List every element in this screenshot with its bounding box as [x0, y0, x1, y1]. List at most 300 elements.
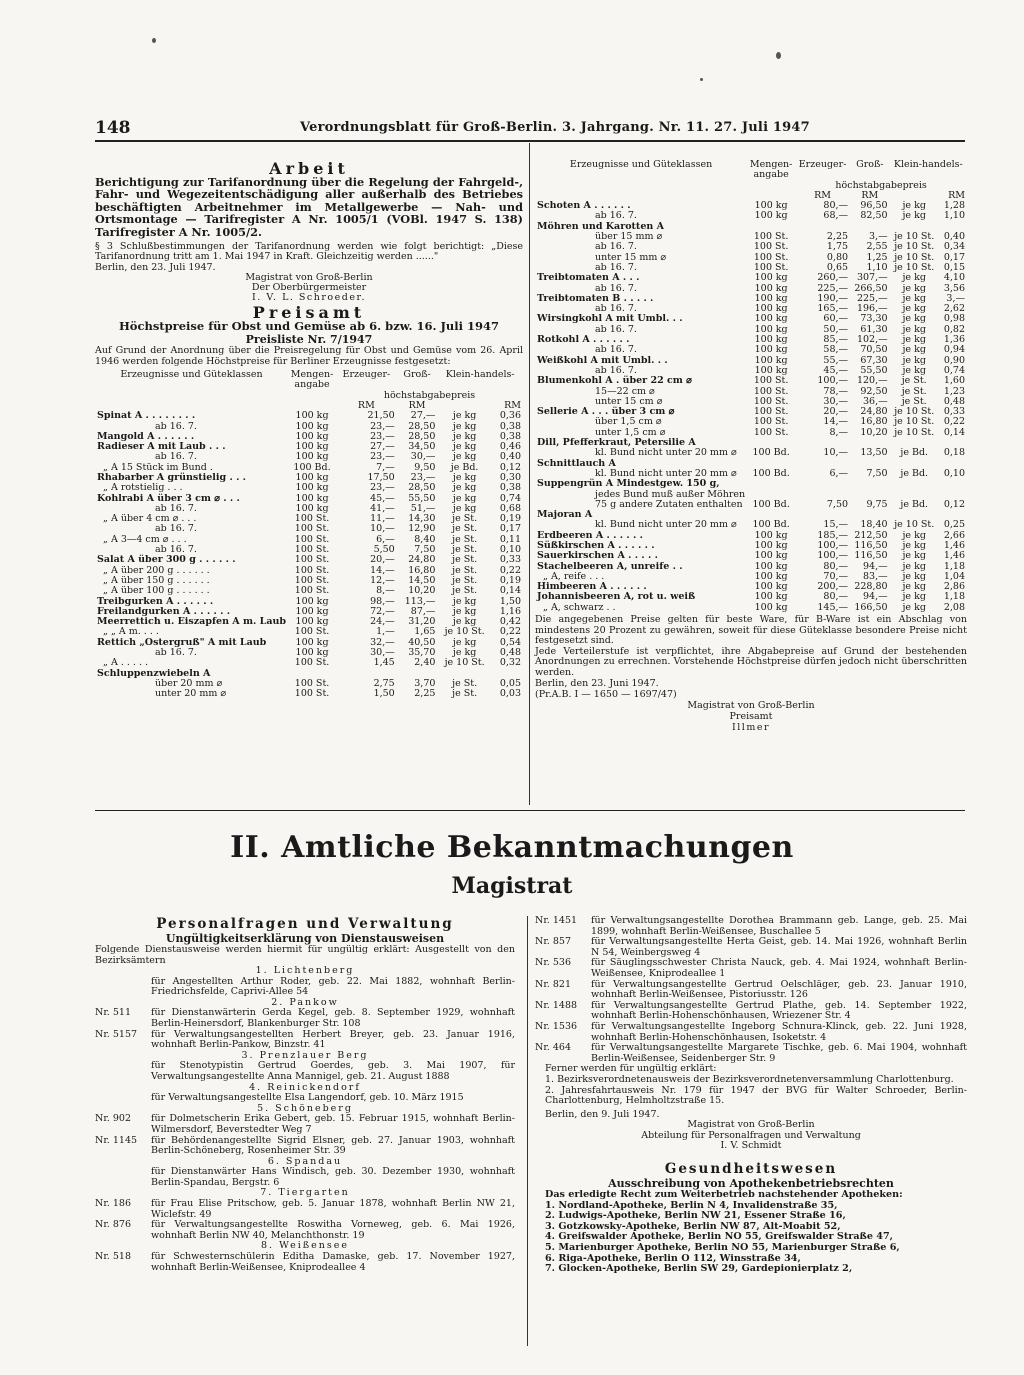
retail-unit-cell: je 10 St. [894, 416, 935, 428]
qty-cell: 100 St. [294, 564, 330, 576]
pharmacy-item: 6. Riga-Apotheke, Berlin O 112, Winsstraße 34, [545, 1252, 801, 1264]
retail-price-cell: 2,86 [943, 581, 965, 593]
wholesale-price-cell: 35,70 [408, 647, 436, 659]
wholesale-price-cell: 73,30 [860, 313, 888, 325]
product-cell: Freilandgurken A . . . . . . [97, 605, 231, 617]
wholesale-price-cell: 116,50 [854, 550, 888, 562]
product-cell: Salat A über 300 g . . . . . . [97, 554, 236, 566]
entry-number: Nr. 821 [535, 978, 571, 990]
list-item [535, 1022, 967, 1043]
district-label: 1. Lichtenberg [255, 965, 355, 976]
qty-cell: 100 kg [295, 472, 329, 483]
retail-price-cell: 0,38 [499, 420, 521, 432]
preisamt-sign-3: Illmer [731, 722, 770, 734]
entry-text: für Schwesternschülerin Editha Damaske, geb. 17. November 1927, wohnhaft Berlin-Weißensee, Kniprodeallee 4 [151, 1251, 515, 1273]
note-2: Jede Verteilerstufe ist verpflichtet, ihre Abgabepreise auf Grund der bestehenden Anordnungen zu errechnen. Vorstehende Höchstpreise dürfen jedoch nicht überschritten werden. [535, 645, 967, 678]
product-cell: unter 1,5 cm ⌀ [595, 426, 666, 438]
entry-number: Nr. 1145 [95, 1134, 138, 1146]
list-item [535, 937, 967, 958]
product-cell: „ A, reife . . . [543, 570, 605, 582]
product-cell: Sellerie A . . . über 3 cm ⌀ [537, 406, 675, 418]
qty-cell: 100 St. [753, 416, 789, 428]
retail-price-cell: 1,60 [943, 375, 965, 387]
retail-unit-cell: je St. [452, 688, 478, 700]
entry-text: für Dolmetscherin Erika Gebert, geb. 15. Februar 1915, wohnhaft Berlin-Wilmersdorf, Beverstedter Weg 7 [151, 1113, 515, 1135]
retail-price-cell: 0,38 [499, 482, 521, 494]
producer-price-cell: 2,25 [826, 231, 849, 243]
retail-unit-cell: je kg [902, 313, 926, 325]
entry-number: Nr. 1536 [535, 1020, 578, 1032]
retail-unit-cell: je kg [902, 529, 926, 541]
entry-text: für Dienstanwärterin Gerda Kegel, geb. 8. September 1929, wohnhaft Berlin-Heinersdorf, Blankenburger Str. 108 [151, 1007, 515, 1029]
wholesale-price-cell: 196,— [856, 303, 888, 315]
producer-price-cell: 5,50 [373, 544, 395, 556]
product-cell: über 20 mm ⌀ [155, 677, 223, 689]
producer-price-cell: 190,— [817, 292, 849, 304]
retail-unit-cell: je kg [902, 334, 926, 346]
retail-price-cell: 0,40 [943, 231, 965, 243]
entry-number: Nr. 464 [535, 1042, 571, 1054]
retail-unit-cell: je kg [452, 502, 477, 514]
qty-cell: 100 kg [754, 354, 788, 366]
product-cell: Erdbeeren A . . . . . . [537, 529, 643, 541]
qty-cell: 100 kg [754, 292, 788, 304]
retail-price-cell: 1,18 [943, 591, 965, 603]
entry-text: für Verwaltungsangestellte Gertrud Plathe, geb. 14. September 1922, wohnhaft Berlin-Hohenschönhausen, Wriezener Str. 4 [591, 999, 967, 1022]
product-cell: „ A rotstielig . . . [103, 482, 183, 494]
retail-unit-cell: je kg [902, 581, 926, 593]
list-item [535, 1001, 967, 1022]
producer-price-cell: 80,— [823, 591, 849, 603]
wholesale-price-cell: 307,— [856, 272, 888, 284]
wholesale-price-cell: 30,— [410, 451, 436, 463]
unit: RM [408, 399, 426, 411]
unit: RM [504, 399, 521, 411]
retail-unit-cell: je kg [902, 560, 926, 572]
entry-number [95, 1093, 151, 1104]
retail-unit-cell: je kg [452, 636, 477, 648]
preisamt-subheading: Höchstpreise für Obst und Gemüse ab 6. bzw. 16. Juli 1947 [118, 319, 500, 334]
qty-cell: 100 St. [753, 406, 789, 418]
qty-cell: 100 kg [295, 636, 329, 648]
wholesale-price-cell: 24,80 [408, 554, 436, 566]
qty-cell: 100 St. [753, 261, 789, 273]
qty-cell: 100 kg [754, 272, 788, 284]
product-cell: Treibtomaten B . . . . . [537, 292, 654, 304]
wholesale-price-cell: 1,10 [866, 261, 888, 273]
wholesale-price-cell: 28,50 [408, 482, 436, 494]
qty-cell: 100 St. [294, 554, 330, 566]
product-cell: Johannisbeeren A, rot u. weiß [537, 591, 696, 603]
retail-unit-cell: je St. [452, 513, 478, 525]
producer-price-cell: 23,— [370, 430, 395, 442]
entry-number: Nr. 876 [95, 1219, 131, 1231]
retail-price-cell: 0,38 [499, 430, 521, 442]
preisamt-date: Berlin, den 23. Juni 1947. [535, 678, 659, 690]
retail-unit-cell [890, 479, 939, 489]
qty-cell: 100 Bd. [752, 498, 790, 510]
retail-unit-cell: je 10 St. [444, 657, 485, 669]
qty-cell: 100 St. [294, 688, 330, 700]
entry-text: für Behördenangestellte Sigrid Elsner, geb. 27. Januar 1903, wohnhaft Berlin-Schöneberg, Rosenheimer Str. 39 [151, 1134, 515, 1157]
wholesale-price-cell: 7,50 [414, 544, 436, 556]
wholesale-price-cell: 1,65 [414, 626, 436, 638]
producer-price-cell: 145,— [817, 601, 849, 613]
product-cell: über 1,5 cm ⌀ [595, 416, 662, 428]
product-cell: kl. Bund nicht unter 20 mm ⌀ [595, 467, 737, 479]
retail-unit-cell: je kg [452, 441, 477, 453]
producer-price-cell: 58,— [823, 344, 849, 356]
qty-cell: 100 Bd. [293, 461, 331, 473]
product-cell: ab 16. 7. [155, 647, 197, 659]
arbeit-sign-1: Magistrat von Groß-Berlin [245, 272, 373, 284]
retail-price-cell [939, 479, 967, 489]
wholesale-price-cell: 36,— [862, 395, 888, 407]
qty-cell: 100 St. [294, 544, 330, 556]
wholesale-price-cell: 67,30 [860, 354, 888, 366]
qty-cell: 100 St. [294, 585, 330, 597]
retail-price-cell: 0,19 [499, 513, 521, 525]
retail-unit-cell: je kg [452, 492, 477, 504]
qty-cell: 100 kg [295, 647, 329, 659]
retail-price-cell: 3,56 [943, 282, 965, 294]
retail-price-cell: 0,32 [499, 657, 521, 669]
qty-cell: 100 kg [754, 210, 788, 222]
magistrat-heading: Magistrat [451, 873, 573, 899]
qty-cell: 100 St. [753, 426, 789, 438]
producer-price-cell: 45,— [370, 492, 395, 504]
wholesale-price-cell: 14,30 [408, 513, 436, 525]
retail-unit-cell: je kg [902, 323, 926, 335]
producer-price-cell: 8,— [376, 585, 395, 597]
retail-price-cell: 3,— [946, 292, 965, 304]
table-head [95, 370, 523, 391]
wholesale-price-cell: 94,— [862, 560, 888, 572]
producer-price-cell: 14,— [823, 416, 849, 428]
qty-cell: 100 kg [295, 451, 329, 463]
retail-unit-cell: je kg [902, 272, 926, 284]
product-cell: „ A, schwarz . . [543, 601, 616, 613]
product-cell: „ A . . . . . [103, 657, 148, 669]
retail-unit-cell: je kg [452, 410, 477, 422]
page-number: 148 [95, 118, 131, 138]
arbeit-text: § 3 Schlußbestimmungen der Tarifanordnung werden wie folgt berichtigt: „Diese Tarifanordnung tritt am 1. Mai 1947 in Kraft. Gleichzeitig werden ......" [95, 241, 523, 263]
retail-unit-cell: je kg [452, 647, 477, 659]
retail-price-cell: 0,33 [499, 554, 521, 566]
wholesale-price-cell: 113,— [404, 595, 436, 607]
personal-heading: Personalfragen und Verwaltung [156, 916, 454, 932]
retail-price-cell: 0,17 [943, 251, 965, 263]
wholesale-price-cell: 70,50 [860, 344, 888, 356]
wholesale-price-cell: 7,50 [866, 467, 888, 479]
producer-price-cell: 70,— [823, 570, 849, 582]
col-group: höchstabgabepreis [383, 389, 476, 401]
retail-price-cell: 0,12 [943, 498, 965, 510]
col-retail: Klein-handels- [445, 369, 515, 381]
wholesale-price-cell: 8,40 [414, 533, 436, 545]
producer-price-cell: 11,— [370, 513, 395, 525]
qty-cell: 100 St. [294, 574, 330, 586]
personal-sign-3: I. V. Schmidt [720, 1140, 782, 1152]
producer-price-cell: 50,— [823, 323, 849, 335]
producer-price-cell: 23,— [370, 420, 395, 432]
retail-unit-cell: je Bd. [450, 461, 479, 473]
entry-number: Nr. 1488 [535, 999, 578, 1011]
wholesale-price-cell: 16,80 [408, 564, 436, 576]
retail-price-cell: 0,19 [499, 574, 521, 586]
note-1: Die angegebenen Preise gelten für beste Ware, für B-Ware ist ein Abschlag von mindestens 20 Prozent zu gewähren, soweit für diese Güteklasse besondere Preise nicht festgesetzt sind. [535, 614, 967, 647]
qty-cell: 100 St. [294, 533, 330, 545]
producer-price-cell: 7,— [376, 461, 395, 473]
producer-price-cell: 41,— [370, 502, 395, 514]
product-cell: Majoran A [537, 509, 593, 521]
qty-cell: 100 kg [295, 502, 329, 514]
producer-price-cell [795, 479, 850, 489]
product-cell: ab 16. 7. [155, 544, 197, 556]
wholesale-price-cell: 2,40 [414, 657, 436, 669]
retail-price-cell: 0,68 [499, 502, 521, 514]
qty-cell: 100 kg [754, 200, 788, 212]
retail-unit-cell: je Bd. [900, 447, 929, 459]
column-divider [529, 143, 530, 805]
wholesale-price-cell: 166,50 [854, 601, 888, 613]
list-item [95, 1114, 515, 1135]
producer-price-cell: 0,65 [826, 261, 849, 273]
qty-cell: 100 St. [753, 231, 789, 243]
retail-price-cell: 1,50 [499, 595, 521, 607]
entry-number: Nr. 186 [95, 1198, 131, 1210]
pharmacy-item: 5. Marienburger Apotheke, Berlin NO 55, Marienburger Straße 6, [545, 1242, 900, 1254]
wholesale-price-cell: 27,— [410, 410, 436, 422]
table-row [535, 376, 967, 386]
product-cell: ab 16. 7. [595, 241, 637, 253]
producer-price-cell: 225,— [817, 282, 849, 294]
wholesale-price-cell: 28,50 [408, 430, 436, 442]
product-cell: Suppengrün A Mindestgew. 150 g, [537, 478, 720, 490]
wholesale-price-cell: 61,30 [860, 323, 888, 335]
retail-price-cell: 0,98 [943, 313, 965, 325]
price-table-left [95, 370, 523, 700]
retail-unit-cell: je kg [902, 344, 926, 356]
producer-price-cell: 24,— [370, 616, 395, 628]
entry-number: Nr. 518 [95, 1251, 131, 1263]
list-item [95, 1136, 515, 1157]
wholesale-price-cell: 14,50 [408, 574, 436, 586]
district-label: 6. Spandau [267, 1155, 343, 1167]
wholesale-price-cell: 55,50 [408, 492, 436, 504]
producer-price-cell: 7,50 [826, 498, 849, 510]
qty-cell: 100 kg [295, 605, 329, 617]
product-cell: Kohlrabi A über 3 cm ⌀ . . . [97, 492, 240, 504]
product-cell: Mangold A . . . . . . [97, 430, 195, 442]
table-row [535, 603, 967, 613]
retail-unit-cell: je 10 St. [894, 406, 935, 418]
retail-unit-cell: je kg [902, 210, 926, 222]
qty-cell: 100 kg [754, 303, 788, 315]
qty-cell: 100 kg [295, 410, 329, 422]
retail-unit-cell: je St. [452, 564, 478, 576]
section-rule [95, 810, 965, 811]
producer-price-cell: 2,75 [373, 677, 395, 689]
retail-unit-cell: je 10 St. [894, 241, 935, 253]
unit: RM [357, 399, 375, 411]
producer-price-cell: 55,— [823, 354, 849, 366]
district-label: 8. Weißensee [261, 1240, 349, 1252]
qty-cell: 100 Bd. [752, 447, 790, 459]
qty-cell: 100 kg [754, 560, 788, 572]
list-item [95, 1220, 515, 1241]
producer-price-cell: 10,— [370, 523, 395, 535]
entry-number: Nr. 511 [95, 1007, 131, 1019]
producer-price-cell: 0,80 [826, 251, 849, 263]
qty-cell: 100 St. [753, 385, 789, 397]
table-row [95, 411, 523, 421]
entry-text: für Verwaltungsangestellte Ingeborg Schnura-Klinck, geb. 22. Juni 1928, wohnhaft Berlin-Hohenschönhausen, Isoketstr. 4 [591, 1020, 967, 1043]
product-cell: unter 15 cm ⌀ [595, 395, 663, 407]
wholesale-price-cell: 9,50 [414, 461, 436, 473]
entry-text: für Frau Elise Pritschow, geb. 5. Januar 1878, wohnhaft Berlin NW 21, Wiclefstr. 49 [151, 1198, 515, 1220]
arbeit-sign-2: Der Oberbürgermeister [251, 282, 367, 294]
pharmacy-item: 7. Glocken-Apotheke, Berlin SW 29, Gardepionierplatz 2, [545, 1263, 853, 1275]
retail-unit-cell: je kg [452, 482, 477, 494]
retail-price-cell: 0,40 [499, 451, 521, 463]
retail-price-cell: 0,74 [943, 364, 965, 376]
product-cell: Schnittlauch A [537, 457, 616, 469]
entry-text: für Dienstanwärter Hans Windisch, geb. 30. Dezember 1930, wohnhaft Berlin-Spandau, Bergstr. 6 [151, 1166, 515, 1188]
wholesale-price-cell: 2,55 [866, 241, 888, 253]
retail-price-cell: 0,82 [943, 323, 965, 335]
entry-text: für Stenotypistin Gertrud Goerdes, geb. 3. Mai 1907, für Verwaltungsangestellte Anna Mannigel, geb. 21. August 1888 [151, 1060, 515, 1082]
qty-cell [747, 479, 795, 489]
retail-unit-cell: je kg [452, 420, 477, 432]
entry-number [95, 1061, 151, 1082]
qty-cell: 100 St. [294, 657, 330, 669]
wholesale-price-cell: 9,75 [866, 498, 888, 510]
qty-cell: 100 kg [295, 430, 329, 442]
qty-cell: 100 kg [295, 595, 329, 607]
list-item [95, 1030, 515, 1051]
entry-text: für Angestellten Arthur Roder, geb. 22. Mai 1882, wohnhaft Berlin-Friedrichsfelde, Caprivi-Allee 54 [151, 975, 515, 998]
producer-price-cell: 32,— [370, 636, 395, 648]
retail-unit-cell: je kg [452, 616, 477, 628]
retail-unit-cell: je kg [452, 472, 477, 483]
wholesale-price-cell: 23,— [410, 472, 436, 483]
entry-text: für Verwaltungsangestellte Herta Geist, geb. 14. Mai 1926, wohnhaft Berlin N 54, Weinbergsweg 4 [591, 936, 967, 958]
product-cell: Treibtomaten A . . . [537, 272, 640, 284]
wholesale-price-cell: 12,90 [408, 523, 436, 535]
producer-price-cell: 21,50 [367, 410, 395, 422]
arbeit-sign-3: I. V. L. Schroeder. [252, 292, 366, 304]
retail-unit-cell: je kg [902, 200, 926, 212]
personal-sign-1: Magistrat von Groß-Berlin [687, 1119, 815, 1131]
product-cell: Möhren und Karotten A [537, 220, 664, 232]
qty-cell: 100 St. [294, 677, 330, 689]
product-cell: unter 20 mm ⌀ [155, 688, 227, 700]
retail-price-cell: 0,33 [943, 406, 965, 418]
product-cell: ab 16. 7. [155, 502, 197, 514]
product-cell: Meerrettich u. Eiszapfen A m. Laub [97, 616, 287, 628]
retail-unit-cell: je St. [452, 574, 478, 586]
list-item [95, 1199, 515, 1220]
qty-cell: 100 Bd. [752, 467, 790, 479]
producer-price-cell: 72,— [370, 605, 395, 617]
producer-price-cell: 78,— [823, 385, 849, 397]
producer-price-cell: 12,— [370, 574, 395, 586]
product-cell: Wirsingkohl A mit Umbl. . . [537, 313, 683, 325]
product-cell: jedes Bund muß außer Möhren [595, 488, 746, 500]
retail-unit-cell: je St. [452, 585, 478, 597]
entry-text: für Verwaltungsangestellte Roswitha Vorneweg, geb. 6. Mai 1926, wohnhaft Berlin NW 40, Melanchthonstr. 19 [151, 1219, 515, 1241]
retail-price-cell: 0,94 [943, 344, 965, 356]
producer-price-cell: 85,— [823, 334, 849, 346]
list-item [95, 1008, 515, 1029]
list-item [95, 1167, 515, 1188]
district-label: 3. Prenzlauer Berg [241, 1049, 369, 1061]
product-cell: ab 16. 7. [595, 303, 637, 315]
retail-unit-cell: je kg [452, 605, 477, 617]
wholesale-price-cell: 87,— [410, 605, 436, 617]
col-product: Erzeugnisse und Güteklassen [120, 369, 263, 381]
wholesale-price-cell: 18,40 [860, 519, 888, 531]
right-column [535, 160, 967, 733]
preisamt-sign-2: Preisamt [729, 711, 773, 723]
speck [776, 52, 781, 59]
retail-price-cell: 0,03 [499, 688, 521, 700]
retail-unit-cell: je St. [452, 554, 478, 566]
wholesale-price-cell: 28,50 [408, 420, 436, 432]
col-product: Erzeugnisse und Güteklassen [569, 159, 713, 170]
qty-cell: 100 kg [754, 323, 788, 335]
entry-number: Nr. 536 [535, 957, 571, 969]
product-cell: über 15 mm ⌀ [595, 231, 663, 243]
retail-price-cell: 0,12 [499, 461, 521, 473]
arbeit-date: Berlin, den 23. Juli 1947. [95, 262, 216, 274]
product-cell: Schoten A . . . . . . [537, 200, 631, 212]
retail-unit-cell: je kg [902, 550, 926, 562]
producer-price-cell: 6,— [829, 467, 849, 479]
retail-unit-cell: je kg [902, 601, 926, 613]
wholesale-price-cell [850, 479, 890, 489]
qty-cell: 100 St. [294, 626, 330, 638]
list-item [95, 1252, 515, 1273]
product-cell: „ A 3—4 cm ⌀ . . . [103, 533, 187, 545]
product-cell: Rettich „Ostergruß" A mit Laub [97, 636, 267, 648]
col-retail: Klein-handels- [893, 159, 963, 170]
wholesale-price-cell: 116,50 [854, 539, 888, 551]
retail-unit-cell: je Bd. [900, 467, 929, 479]
retail-price-cell: 0,90 [943, 354, 965, 366]
wholesale-price-cell: 24,80 [860, 406, 888, 418]
col-group: höchstabgabepreis [835, 179, 927, 191]
retail-price-cell: 0,10 [943, 467, 965, 479]
product-cell: 75 g andere Zutaten enthalten [595, 498, 743, 510]
wholesale-price-cell: 266,50 [854, 282, 888, 294]
retail-unit-cell: je St. [452, 533, 478, 545]
product-cell: ab 16. 7. [595, 261, 637, 273]
product-cell: ab 16. 7. [595, 282, 637, 294]
gesundheit-heading: Gesundheitswesen [664, 1161, 838, 1178]
producer-price-cell: 100,— [817, 550, 849, 562]
retail-unit-cell: je kg [902, 292, 926, 304]
qty-cell: 100 kg [754, 364, 788, 376]
qty-cell: 100 St. [753, 395, 789, 407]
wholesale-price-cell: 13,50 [860, 447, 888, 459]
producer-price-cell: 100,— [817, 375, 849, 387]
retail-unit-cell: je St. [452, 544, 478, 556]
wholesale-price-cell: 94,— [862, 591, 888, 603]
district-label: 2. Pankow [271, 996, 339, 1008]
qty-cell: 100 kg [295, 441, 329, 453]
